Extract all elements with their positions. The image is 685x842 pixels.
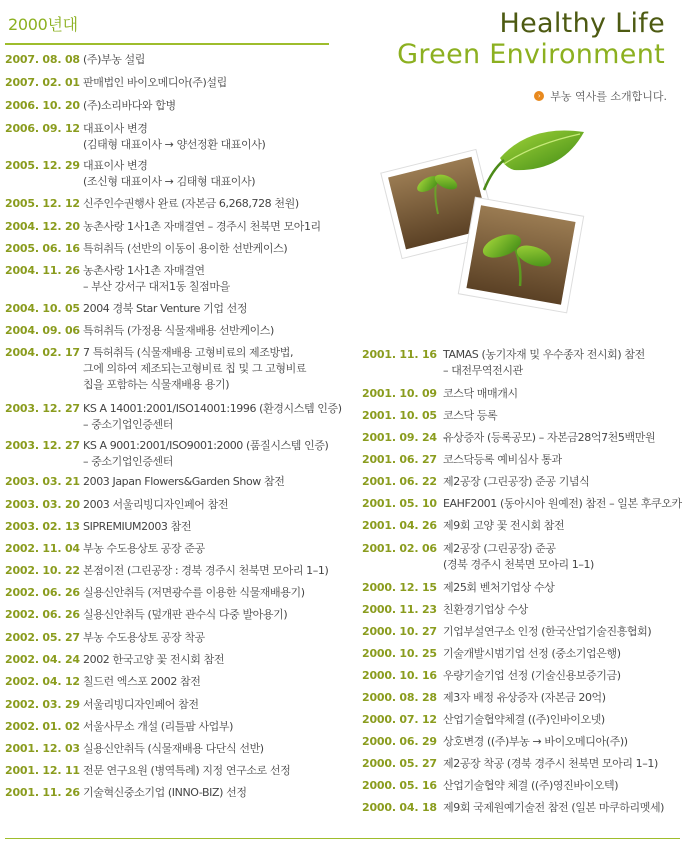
history-event [83, 196, 299, 212]
history-event-line: (경북 경주시 천북면 모아리 1–1) [443, 558, 594, 571]
history-event [443, 452, 562, 468]
history-event-line: – 대전무역전시관 [443, 364, 523, 377]
history-event [443, 668, 621, 684]
history-event-line: 칠드런 엑스포 2002 참전 [83, 675, 201, 688]
history-event-line: 제2공장 착공 (경북 경주시 천북면 모아리 1–1) [443, 757, 658, 770]
history-date: 2002. 10. 22 [5, 564, 80, 577]
history-event-line: 특허취득 (가정용 식물재배용 선반케이스) [83, 324, 274, 337]
intro-text: 부농 역사를 소개합니다. [550, 90, 667, 103]
history-date: 2004. 12. 20 [5, 220, 80, 233]
history-event-line: 실용신안취득 (식물재배용 다단식 선반) [83, 742, 264, 755]
history-event-line: 7 특허취득 (식물재배용 고형비료의 제조방법, [83, 346, 294, 359]
history-date: 2003. 02. 13 [5, 520, 80, 533]
history-event-line: 코스닥 등록 [443, 409, 498, 422]
history-event-line: 부농 수도용상토 공장 착공 [83, 631, 205, 644]
history-event-line: – 중소기업인증센터 [83, 418, 174, 431]
history-event [83, 301, 247, 317]
history-date: 2004. 11. 26 [5, 264, 80, 277]
history-event [83, 52, 145, 68]
large-leaf [484, 130, 584, 190]
history-event-line: 신주인수권행사 완료 (자본금 6,268,728 천원) [83, 197, 299, 210]
history-date: 2000. 05. 16 [362, 779, 437, 792]
history-event [83, 75, 227, 91]
history-date: 2007. 08. 08 [5, 53, 80, 66]
seedling-photo [380, 118, 590, 318]
intro [534, 88, 667, 104]
history-date: 2001. 02. 06 [362, 542, 437, 555]
history-date: 2002. 03. 29 [5, 698, 80, 711]
history-event [443, 580, 554, 596]
history-event-line: KS A 14001:2001/ISO14001:1996 (환경시스템 인증) [83, 402, 342, 415]
history-event [443, 712, 605, 728]
history-event [83, 541, 205, 557]
history-event-line: 제25회 벤처기업상 수상 [443, 581, 555, 594]
history-date: 2000. 06. 29 [362, 735, 437, 748]
history-date: 2000. 05. 27 [362, 757, 437, 770]
history-date: 2000. 10. 25 [362, 647, 437, 660]
history-event [83, 674, 201, 690]
history-event-line: 서울사무소 개설 (리틀팜 사업부) [83, 720, 234, 733]
history-event [443, 734, 628, 750]
history-event-line: 대표이사 변경 [83, 122, 148, 135]
history-date: 2003. 03. 21 [5, 475, 80, 488]
history-date: 2004. 02. 17 [5, 346, 80, 359]
history-event-line: – 중소기업인증센터 [83, 455, 174, 468]
history-event-line: 실용신안취득 (저면광수를 이용한 식물재배용기) [83, 586, 305, 599]
history-event [83, 719, 233, 735]
history-event [83, 438, 328, 470]
history-event-line: 제3자 배정 유상증자 (자본금 20억) [443, 691, 606, 704]
history-event-line: – 부산 강서구 대저1동 칠점마을 [83, 280, 230, 293]
history-date: 2001. 04. 26 [362, 519, 437, 532]
photo-card-2 [458, 197, 583, 313]
history-event-line: 대표이사 변경 [83, 159, 148, 172]
history-event-line: 기술혁신중소기업 (INNO-BIZ) 선정 [83, 786, 247, 799]
history-event-line: (주)소리바다와 합병 [83, 99, 176, 112]
history-event-line: 코스닥 매매개시 [443, 387, 518, 400]
history-event [83, 219, 321, 235]
history-event [83, 652, 224, 668]
history-event [443, 778, 618, 794]
history-date: 2000. 04. 18 [362, 801, 437, 814]
history-event [443, 347, 645, 379]
history-event [443, 430, 655, 446]
history-event-line: 특허취득 (선반의 이동이 용이한 선반케이스) [83, 242, 288, 255]
history-event-line: 기술개발시범기업 선정 (중소기업은행) [443, 647, 621, 660]
history-event-line: KS A 9001:2001/ISO9001:2000 (품질시스템 인증) [83, 439, 329, 452]
history-event [83, 607, 287, 623]
history-date: 2002. 06. 26 [5, 586, 80, 599]
history-event-line: EAHF2001 (동아시아 원예전) 참전 – 일본 후쿠오카 [443, 497, 682, 510]
tagline-line1: Healthy Life [499, 8, 665, 39]
history-date: 2000. 10. 16 [362, 669, 437, 682]
history-date: 2001. 12. 11 [5, 764, 80, 777]
history-date: 2002. 06. 26 [5, 608, 80, 621]
history-date: 2004. 09. 06 [5, 324, 80, 337]
history-event-line: 산업기술협약체결 ((주)인바이오넷) [443, 713, 605, 726]
history-date: 2001. 10. 05 [362, 409, 437, 422]
history-event [83, 401, 342, 433]
history-event-line: 2003 Japan Flowers&Garden Show 참전 [83, 475, 285, 488]
history-event [83, 241, 287, 257]
history-event-line: SIPREMIUM2003 참전 [83, 520, 192, 533]
history-date: 2000. 10. 27 [362, 625, 437, 638]
history-date: 2005. 12. 12 [5, 197, 80, 210]
history-event-line: 판매법인 바이오메디아(주)설립 [83, 76, 227, 89]
history-date: 2002. 04. 12 [5, 675, 80, 688]
history-event-line: 유상증자 (등록공모) – 자본금28억7천5백만원 [443, 431, 656, 444]
history-event-line: 산업기술협약 체결 ((주)영진바이오텍) [443, 779, 619, 792]
history-event [83, 785, 247, 801]
history-date: 2002. 05. 27 [5, 631, 80, 644]
history-event-line: 2002 한국고양 꽃 전시회 참전 [83, 653, 225, 666]
history-date: 2001. 06. 27 [362, 453, 437, 466]
history-event [443, 386, 518, 402]
history-date: 2006. 09. 12 [5, 122, 80, 135]
history-date: 2005. 12. 29 [5, 159, 80, 172]
history-event [83, 121, 265, 153]
history-event-line: 상호변경 ((주)부농 → 바이오메디아(주)) [443, 735, 628, 748]
history-event [83, 263, 230, 295]
history-date: 2001. 06. 22 [362, 475, 437, 488]
history-event [443, 756, 658, 772]
history-event [83, 563, 328, 579]
history-event [443, 602, 528, 618]
history-event [443, 474, 589, 490]
history-event-line: 제9회 국제원예기술전 참전 (일본 마쿠하리멧세) [443, 801, 665, 814]
history-event-line: (주)부농 설립 [83, 53, 146, 66]
history-date: 2002. 01. 02 [5, 720, 80, 733]
history-event-line: 실용신안취득 (덮개판 관수식 다중 발아용기) [83, 608, 288, 621]
bottom-rule [5, 838, 680, 839]
history-event-line: 부농 수도용상토 공장 준공 [83, 542, 205, 555]
history-date: 2003. 12. 27 [5, 439, 80, 452]
history-event [83, 158, 255, 190]
history-event [443, 518, 564, 534]
history-event-line: 농촌사랑 1사1촌 자매결연 – 경주시 천북면 모아1리 [83, 220, 321, 233]
history-event-line: TAMAS (농기자재 및 우수종자 전시회) 참전 [443, 348, 645, 361]
history-event-line: 제2공장 (그린공장) 준공 기념식 [443, 475, 590, 488]
history-event-line: 그에 의하여 제조되는고형비료 칩 및 그 고형비료 [83, 362, 307, 375]
history-event-line: 2003 서울리빙디자인페어 참전 [83, 498, 229, 511]
history-event-line: 본점이전 (그린공장 : 경북 경주시 천북면 모아리 1–1) [83, 564, 329, 577]
history-event [443, 624, 651, 640]
tagline-line2: Green Environment [397, 39, 665, 70]
history-date: 2004. 10. 05 [5, 302, 80, 315]
history-date: 2003. 03. 20 [5, 498, 80, 511]
history-event-line: 기업부설연구소 인정 (한국산업기술진흥협회) [443, 625, 652, 638]
history-event [83, 98, 176, 114]
history-event-line: 코스닥등록 예비심사 통과 [443, 453, 562, 466]
history-date: 2001. 11. 26 [5, 786, 80, 799]
history-event [83, 630, 205, 646]
history-event [83, 345, 306, 393]
history-event-line: 칩을 포함하는 식물재배용 용기) [83, 378, 230, 391]
history-event [83, 763, 290, 779]
history-event [443, 408, 497, 424]
history-event [83, 741, 264, 757]
bullet-arrow-icon: › [534, 91, 544, 101]
history-date: 2001. 10. 09 [362, 387, 437, 400]
section-title: 2000년대 [8, 15, 78, 34]
history-event-line: 우량기술기업 선정 (기술신용보증기금) [443, 669, 621, 682]
history-event [83, 519, 191, 535]
history-event-line: 친환경기업상 수상 [443, 603, 528, 616]
history-event [443, 496, 682, 512]
tagline [397, 8, 665, 70]
history-event [83, 585, 305, 601]
history-event-line: 농촌사랑 1사1촌 자매결연 [83, 264, 205, 277]
history-event [443, 800, 664, 816]
history-event [443, 541, 594, 573]
history-event-line: 제9회 고양 꽃 전시회 참전 [443, 519, 565, 532]
history-event [443, 646, 621, 662]
history-event-line: (조신형 대표이사 → 김태형 대표이사) [83, 175, 256, 188]
history-date: 2006. 10. 20 [5, 99, 80, 112]
history-date: 2001. 05. 10 [362, 497, 437, 510]
history-date: 2000. 08. 28 [362, 691, 437, 704]
section-title-rule [5, 43, 329, 45]
history-date: 2000. 11. 23 [362, 603, 437, 616]
history-date: 2003. 12. 27 [5, 402, 80, 415]
history-date: 2000. 07. 12 [362, 713, 437, 726]
history-date: 2001. 12. 03 [5, 742, 80, 755]
history-date: 2001. 09. 24 [362, 431, 437, 444]
history-event-line: 전문 연구요원 (병역특례) 지정 연구소로 선정 [83, 764, 291, 777]
history-event-line: 제2공장 (그린공장) 준공 [443, 542, 556, 555]
history-event [443, 690, 606, 706]
history-date: 2000. 12. 15 [362, 581, 437, 594]
history-date: 2002. 04. 24 [5, 653, 80, 666]
history-event-line: 2004 경북 Star Venture 기업 선정 [83, 302, 248, 315]
history-date: 2005. 06. 16 [5, 242, 80, 255]
history-event [83, 497, 228, 513]
history-date: 2002. 11. 04 [5, 542, 80, 555]
history-event-line: (김태형 대표이사 → 양선정환 대표이사) [83, 138, 266, 151]
history-event [83, 474, 284, 490]
history-event [83, 323, 274, 339]
history-date: 2001. 11. 16 [362, 348, 437, 361]
history-date: 2007. 02. 01 [5, 76, 80, 89]
history-event [83, 697, 199, 713]
history-event-line: 서울리빙디자인페어 참전 [83, 698, 199, 711]
